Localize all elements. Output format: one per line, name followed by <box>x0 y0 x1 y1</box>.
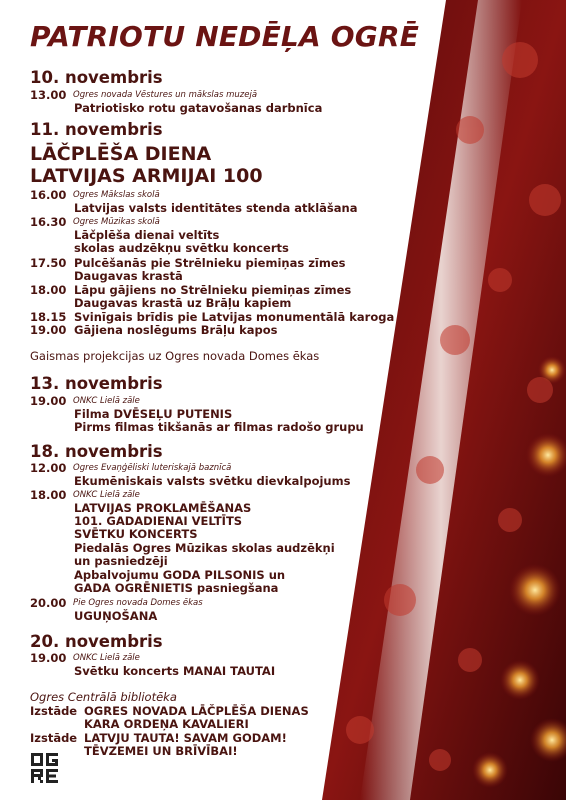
ogre-logo <box>30 752 60 784</box>
event-line: 101. GADADIENAI VELTĪTS <box>74 514 243 528</box>
event-line: Pirms filmas tikšanās ar filmas radošo grupu <box>74 420 364 434</box>
event-time: 16.00 <box>30 188 67 202</box>
event-time: 18.00 <box>30 488 67 502</box>
event-line: Piedalās Ogres Mūzikas skolas audzēkņi <box>74 541 335 555</box>
event-line: Pulcēšanās pie Strēlnieku piemiņas zīmes <box>74 256 346 270</box>
date-heading: 20. novembris <box>30 632 163 651</box>
date-heading: 18. novembris <box>30 442 163 461</box>
event-time: 18.00 <box>30 283 67 297</box>
event-line: Svētku koncerts MANAI TAUTAI <box>74 664 276 678</box>
event-line: Filma DVĒSEĻU PUTENIS <box>74 407 233 421</box>
event-line: Lāčplēša dienai veltīts <box>74 228 220 242</box>
event-line: Daugavas krastā <box>74 269 183 283</box>
event-line: GADA OGRĒNIETIS pasniegšana <box>74 581 279 595</box>
day-note: Gaismas projekcijas uz Ogres novada Domes ēkas <box>30 349 320 363</box>
event-line: un pasniedzēji <box>74 554 168 568</box>
event-time: 18.15 <box>30 310 67 324</box>
event-venue: ONKC Lielā zāle <box>73 396 140 406</box>
exhibition-prefix: Izstāde <box>30 704 78 718</box>
event-time: 19.00 <box>30 323 67 337</box>
event-venue: Ogres Mākslas skolā <box>73 190 160 200</box>
event-line: Gājiena noslēgums Brāļu kapos <box>74 323 278 337</box>
event-line: skolas audzēkņu svētku koncerts <box>74 241 289 255</box>
event-line: Daugavas krastā uz Brāļu kapiem <box>74 296 292 310</box>
event-venue: Ogres novada Vēstures un mākslas muzejā <box>73 90 258 100</box>
exhibition-title: KARA ORDEŅA KAVALIERI <box>84 717 249 731</box>
event-line: Patriotisko rotu gatavošanas darbnīca <box>74 101 323 115</box>
event-venue: ONKC Lielā zāle <box>73 653 140 663</box>
event-time: 16.30 <box>30 215 67 229</box>
event-line: LATVIJAS PROKLAMĒŠANAS <box>74 501 252 515</box>
event-venue: Pie Ogres novada Domes ēkas <box>73 598 203 608</box>
program-text <box>30 0 430 800</box>
event-line: Ekumēniskais valsts svētku dievkalpojums <box>74 474 351 488</box>
event-time: 19.00 <box>30 394 67 408</box>
event-venue: Ogres Mūzikas skolā <box>73 217 160 227</box>
event-time: 17.50 <box>30 256 67 270</box>
event-line: Apbalvojumu GODA PILSONIS un <box>74 568 286 582</box>
date-heading: 10. novembris <box>30 68 163 87</box>
day-headline: LĀČPLĒŠA DIENA <box>30 143 212 165</box>
event-time: 13.00 <box>30 88 67 102</box>
event-line: Svinīgais brīdis pie Latvijas monumentālā karoga <box>74 310 395 324</box>
event-line: UGUŅOŠANA <box>74 609 158 623</box>
event-time: 19.00 <box>30 651 67 665</box>
event-line: SVĒTKU KONCERTS <box>74 527 198 541</box>
day-headline: LATVIJAS ARMIJAI 100 <box>30 165 263 187</box>
exhibition-title: TĒVZEMEI UN BRĪVĪBAI! <box>84 744 238 758</box>
exhibition-title: OGRES NOVADA LĀČPLĒŠA DIENAS <box>84 704 309 718</box>
date-heading: 11. novembris <box>30 120 163 139</box>
event-time: 12.00 <box>30 461 67 475</box>
event-line: Latvijas valsts identitātes stenda atklāšana <box>74 201 358 215</box>
exhibition-prefix: Izstāde <box>30 731 78 745</box>
poster-title: PATRIOTU NEDĒĻA OGRĒ <box>30 20 420 53</box>
event-time: 20.00 <box>30 596 67 610</box>
event-venue: Ogres Evaņģēliski luteriskajā baznīcā <box>73 463 232 473</box>
library-name: Ogres Centrālā bibliotēka <box>30 690 177 704</box>
exhibition-title: LATVJU TAUTA! SAVAM GODAM! <box>84 731 287 745</box>
event-venue: ONKC Lielā zāle <box>73 490 140 500</box>
date-heading: 13. novembris <box>30 374 163 393</box>
event-line: Lāpu gājiens no Strēlnieku piemiņas zīmes <box>74 283 352 297</box>
